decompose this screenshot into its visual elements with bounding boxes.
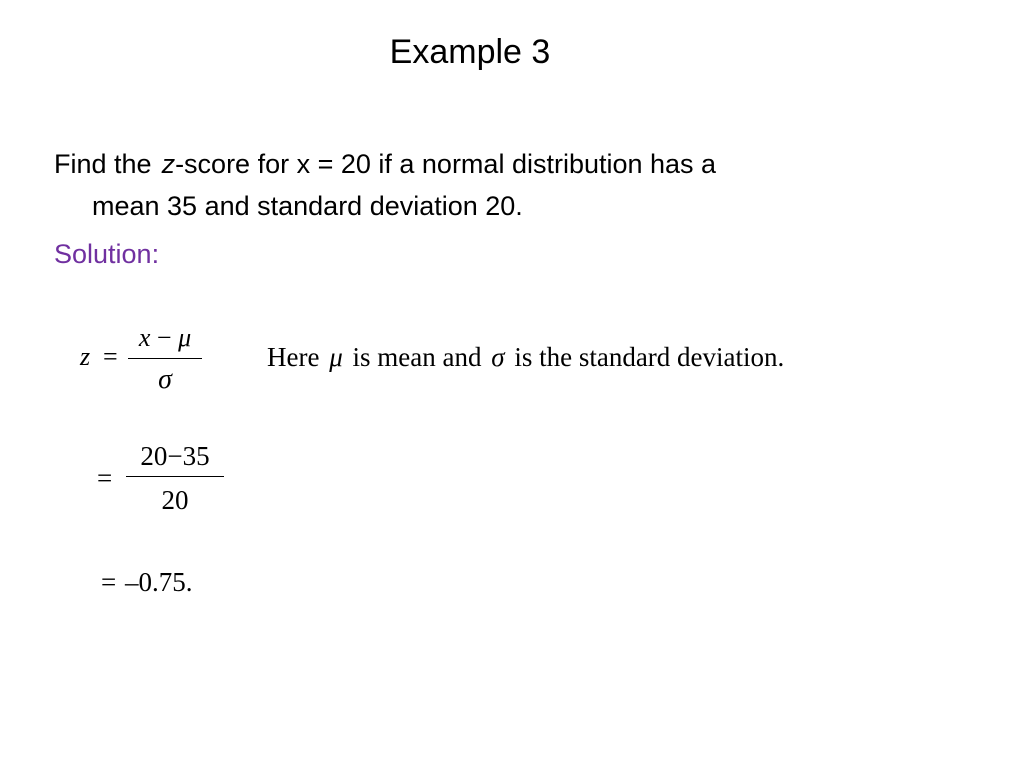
step2-fraction [126,440,224,517]
result-value: –0.75. [124,567,193,597]
problem-statement [54,143,954,227]
z-variable: z [161,149,176,179]
problem-line-1 [54,143,954,185]
note-rest-text: is the standard deviation. [514,342,785,372]
problem-text-end: -score for x = 20 if a normal distribution has a [175,149,717,179]
formula-numerator [128,322,202,354]
slide-title: Example 3 [389,33,551,71]
note-sigma-symbol: σ [491,342,505,372]
step2-fraction-bar [126,476,224,477]
mu-symbol: μ [178,323,192,352]
formula-fraction [128,322,202,397]
step2-numerator: 20−35 [140,441,210,471]
note-mu-symbol: μ [329,342,343,372]
formula-note [267,340,784,374]
step2-equals: = [97,463,113,493]
step3-equals: = [101,567,117,597]
formula-equals: = [103,342,118,371]
solution-label: Solution: [54,239,160,269]
step2-denominator: 20 [161,485,189,515]
result-step [101,565,192,599]
x-variable: x [138,323,151,352]
formula-lhs: z [80,342,91,371]
note-here: Here [267,342,320,372]
formula-denominator: σ [158,364,172,395]
problem-line-2: mean 35 and standard deviation 20. [92,191,523,221]
minus-sign: − [156,323,172,352]
fraction-bar [128,358,202,359]
note-mean-text: is mean and [352,342,482,372]
problem-text-start: Find the [54,149,152,179]
